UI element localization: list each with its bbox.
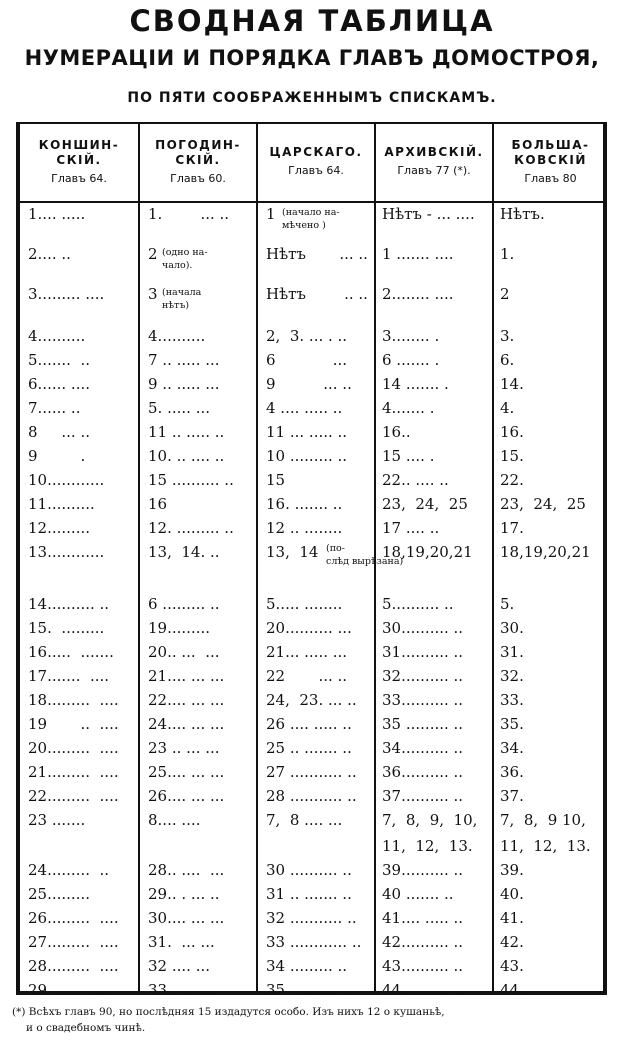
column-name: КОНШИН-СКIЙ. [38,137,120,167]
table-cell: Нѣтъ .. .. [266,285,368,303]
table-cell: 39.......... .. [382,861,464,879]
table-cell: 4 .... ..... .. [266,399,343,417]
table-cell: 10 ......... .. [266,447,348,465]
table-cell: 35. [500,715,524,733]
table-cell: 16. [500,423,524,441]
table-cell: 44. [500,981,524,999]
column-name: ЦАРСКАГО. [269,145,363,159]
table-cell: 16. ....... .. [266,495,343,513]
table-cell: 8 ... .. [28,423,90,441]
table-cell: 2........ .... [382,285,454,303]
column-count: Главъ 80 [524,171,577,185]
table-cell: 33. [500,691,524,709]
table-cell: 3 [148,285,158,303]
table-cell: 13, 14. .. [148,543,220,561]
table-cell: 9 .. ..... ... [148,375,220,393]
table-cell: 25 .. ....... .. [266,739,352,757]
table-cell: 31. ... ... [148,933,215,951]
table-cell: 6. [500,351,515,369]
table-cell: 31.......... .. [382,643,464,661]
column-divider [138,124,140,991]
column-divider [492,124,494,991]
page-subtitle: НУМЕРАЦIИ И ПОРЯДКА ГЛАВЪ ДОМОСТРОЯ, [24,46,600,70]
table-cell: 22. [500,471,524,489]
table-cell: 2 [148,245,158,263]
table-cell: 14 ....... . [382,375,449,393]
table-cell: 17....... .... [28,667,110,685]
table-cell: 41. [500,909,524,927]
table-cell: 20......... .... [28,739,119,757]
table-cell: 5....... .. [28,351,90,369]
table-cell: 23, 24, 25 [500,495,586,513]
table-cell: 10............ [28,471,105,489]
table-cell: 18,19,20,21 [500,543,591,561]
table-cell: 32 .... ... [148,957,210,975]
table-cell: 7, 8, 9 10, [500,811,586,829]
table-cell: 5. [500,595,515,613]
table-cell: 31 .. ....... .. [266,885,352,903]
table-cell: 4.......... [148,327,206,345]
table-cell: 22.... ... ... [148,691,225,709]
cell-note: (начало на- мѣчено ) [282,207,340,231]
table-cell: 32.......... .. [382,667,464,685]
column-count: Главъ 77 (*). [397,164,471,177]
page-title: СВОДНАЯ ТАБЛИЦА [129,4,495,38]
table-cell: 24......... .. [28,861,110,879]
table-cell: 30. [500,619,524,637]
table-cell: 3. [500,327,515,345]
table-cell: 26.... ... ... [148,787,225,805]
table-cell: 1. [500,245,515,263]
table-cell: 11, 12, 13. [382,837,473,855]
table-cell: 35 ........... .. [266,981,357,999]
column-header-pogodinsky [140,124,256,201]
table-cell: 4. [500,399,515,417]
table-cell: 26 .... ..... .. [266,715,352,733]
table-cell: 21.... ... ... [148,667,225,685]
footnote [12,1004,612,1036]
table-cell: 42. [500,933,524,951]
table-cell: 17. [500,519,524,537]
table-cell: 21......... .... [28,763,119,781]
page-subtitle-2: ПО ПЯТИ СООБРАЖЕННЫМЪ СПИСКАМЪ. [127,90,497,106]
table-cell: 3........ . [382,327,440,345]
table-cell: 30 .......... .. [266,861,352,879]
table-cell: 4.......... [28,327,86,345]
cell-note: (одно на- чало). [162,247,208,271]
table-cell: 15 .... . [382,447,435,465]
table-cell: 9 ... .. [266,375,352,393]
table-cell: 13, 14 [266,543,319,561]
table-cell: 34.......... .. [382,739,464,757]
table-cell: 35 ......... .. [382,715,464,733]
table-cell: 19 .. .... [28,715,119,733]
table-cell: 29.. . ... .. [148,885,220,903]
column-name: ПОГОДИН-СКIЙ. [155,137,241,167]
table-cell: 2, 3. ... . .. [266,327,348,345]
table-cell: 11 ... ..... .. [266,423,348,441]
table-cell: 1 [266,205,276,223]
table-cell: 11 .. ..... .. [148,423,225,441]
table-cell: 26......... .... [28,909,119,927]
table-cell: 18,19,20,21 [382,543,473,561]
cell-note: (по- слѣд вырѣзана) [326,543,404,567]
table-cell: 40 ....... .. [382,885,454,903]
table-cell: 6 ......... .. [148,595,220,613]
table-cell: 30.... ... ... [148,909,225,927]
table-cell: 12......... [28,519,90,537]
table-cell: 24, 23. ... .. [266,691,357,709]
column-name: АРХИВСКIЙ. [384,145,484,159]
table-cell: 4....... . [382,399,435,417]
table-cell: 18......... .... [28,691,119,709]
table-cell: 6...... .... [28,375,90,393]
table-cell: 2.... .. [28,245,71,263]
table-cell: 5..... ........ [266,595,343,613]
table-cell: 3......... .... [28,285,105,303]
column-header-bolshakovsky [494,124,607,201]
table-cell: 28......... .... [28,957,119,975]
table-cell: 22......... .... [28,787,119,805]
table-cell: 13............ [28,543,105,561]
table-cell: 5. ..... ... [148,399,210,417]
table-cell: 1 ....... .... [382,245,454,263]
column-divider [256,124,258,991]
table-cell: 2 [500,285,510,303]
table-cell: 16..... ....... [28,643,114,661]
footnote-line: (*) Всѣхъ главъ 90, но послѣдняя 15 издадутся особо. Изъ нихъ 12 о кушаньѣ, [12,1006,445,1018]
table-cell: 22.. .... .. [382,471,449,489]
table-cell: 12. ......... .. [148,519,234,537]
table-cell: 25.... ... ... [148,763,225,781]
table-cell: Нѣтъ. [500,205,545,223]
table-cell: Нѣтъ ... .. [266,245,368,263]
table-cell: 7 .. ..... ... [148,351,220,369]
table-cell: 17 .... .. [382,519,440,537]
table-cell: 34 ......... .. [266,957,348,975]
column-header-arkhivsky [376,124,492,201]
table-cell: 5.......... .. [382,595,454,613]
table-cell: 7, 8 .... ... [266,811,343,829]
column-count: Главъ 64. [288,164,344,177]
table-cell: 11, 12, 13. [500,837,591,855]
table-cell: 39. [500,861,524,879]
table-cell: 44.......... .. [382,981,464,999]
table-cell: 15. [500,447,524,465]
table-cell: 23, 24, 25 [382,495,468,513]
table-cell: 34. [500,739,524,757]
table-cell: 20.......... ... [266,619,352,637]
table-cell: 27 ........... .. [266,763,357,781]
cell-note: (начала нѣтъ) [162,287,202,311]
table-cell: 6 ... [266,351,348,369]
table-cell: 43. [500,957,524,975]
table-cell: 33.. ... ... [148,981,215,999]
column-header-konshinsky [20,124,138,201]
table-cell: 8.... .... [148,811,201,829]
table-cell: 15. ......... [28,619,105,637]
table-cell: 7, 8, 9, 10, [382,811,478,829]
table-cell: 43.......... .. [382,957,464,975]
table-cell: 28 ........... .. [266,787,357,805]
table-cell: 27......... .... [28,933,119,951]
table-cell: 22 ... .. [266,667,348,685]
table-cell: 1.... ..... [28,205,86,223]
table-cell: 29 ...... .... [28,981,110,999]
table-cell: 11.......... [28,495,95,513]
table-cell: 15 [266,471,286,489]
table-cell: 25......... [28,885,90,903]
table-cell: 37. [500,787,524,805]
table-cell: 16 [148,495,168,513]
table-cell: 12 .. ........ [266,519,343,537]
table-cell: 20.. ... ... [148,643,220,661]
table-cell: 41.... ..... .. [382,909,464,927]
table-cell: 21... ..... ... [266,643,348,661]
column-header-tsarskago [258,124,374,201]
table-cell: 42.......... .. [382,933,464,951]
table-cell: 19......... [148,619,210,637]
column-count: Главъ 64. [51,171,107,185]
table-cell: 30.......... .. [382,619,464,637]
footnote-line: и о свадебномъ чинѣ. [26,1022,146,1034]
table-cell: 37.......... .. [382,787,464,805]
table-cell: 31. [500,643,524,661]
table-cell: 1. ... .. [148,205,230,223]
table-cell: 36. [500,763,524,781]
table-cell: 14.......... .. [28,595,110,613]
table-cell: 33 ............ .. [266,933,362,951]
table-cell: 24.... ... ... [148,715,225,733]
table-cell: 10. .. .... .. [148,447,225,465]
table-cell: 9 . [28,447,86,465]
table-cell: 6 ....... . [382,351,440,369]
table-cell: 23 ....... [28,811,86,829]
table-cell: 33.......... .. [382,691,464,709]
table-cell: Нѣтъ - ... .... [382,205,475,223]
table-cell: 28.. .... ... [148,861,225,879]
table-cell: 16.. [382,423,411,441]
table-cell: 36.......... .. [382,763,464,781]
table-cell: 23 .. ... ... [148,739,220,757]
table-cell: 40. [500,885,524,903]
chapter-table [16,122,607,999]
column-name: БОЛЬША-КОВСКIЙ [511,137,590,167]
table-cell: 32. [500,667,524,685]
table-cell: 32 ........... .. [266,909,357,927]
table-cell: 7...... .. [28,399,81,417]
table-cell: 14. [500,375,524,393]
table-cell: 15 .......... .. [148,471,234,489]
header-divider [20,201,603,203]
column-count: Главъ 60. [170,171,226,185]
